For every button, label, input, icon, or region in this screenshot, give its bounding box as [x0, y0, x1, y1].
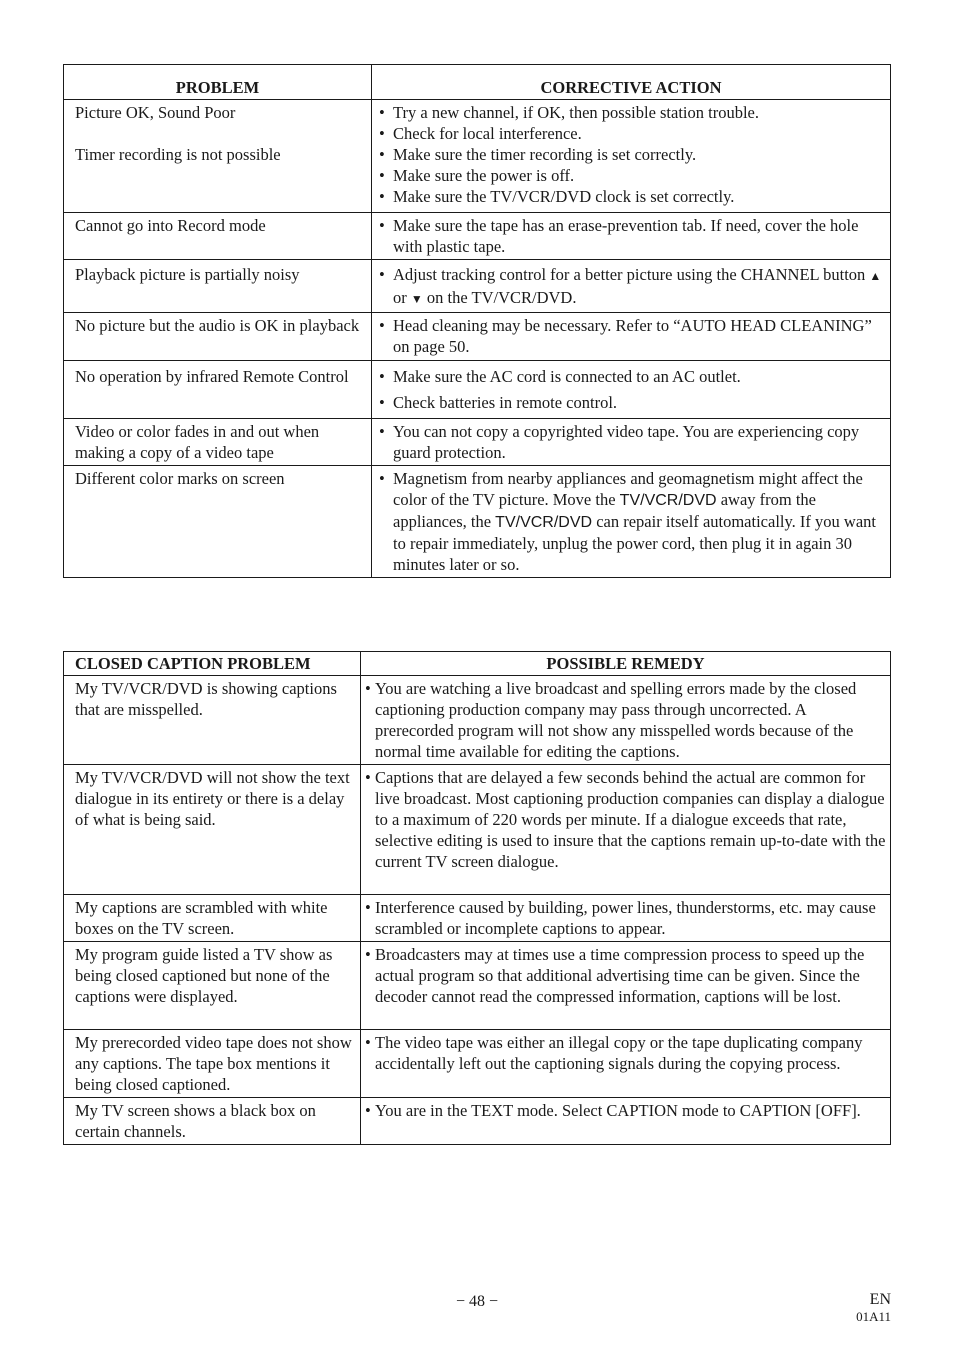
remedy-item: • Broadcasters may at times use a time compression process to speed up the actual program so that additional advertising time can be given. Since the decoder cannot read the compressed information, captions will be lost. [365, 944, 886, 1007]
table-row [64, 942, 891, 1030]
problem-cell: Video or color fades in and out when making a copy of a video tape [64, 419, 372, 466]
table-row [64, 100, 891, 213]
action-text: on the TV/VCR/DVD. [426, 288, 577, 307]
header-closed-caption-problem: CLOSED CAPTION PROBLEM [64, 652, 361, 676]
table-row [64, 895, 891, 942]
table-row [64, 765, 891, 895]
table-row [64, 361, 891, 419]
table-row [64, 466, 891, 578]
header-problem: PROBLEM [64, 65, 372, 100]
action-text: away from the appliances, the [393, 490, 816, 531]
table-row [64, 213, 891, 260]
remedy-cell [361, 676, 891, 765]
action-item: • Make sure the tape has an erase-prevention tab. If need, cover the hole with plastic tape. [379, 215, 886, 257]
action-item: • Check batteries in remote control. [379, 390, 886, 416]
problem-cell [64, 100, 372, 213]
device-name: TV/VCR/DVD [495, 514, 593, 531]
table-header-row [64, 65, 891, 100]
down-arrow-icon: ▼ [410, 292, 423, 306]
action-cell [372, 260, 891, 313]
problem-cell: My prerecorded video tape does not show any captions. The tape box mentions it being closed captioned. [64, 1030, 361, 1098]
action-text: Adjust tracking control for a better picture using the CHANNEL button [393, 265, 866, 284]
problem-cell: My TV/VCR/DVD will not show the text dialogue in its entirety or there is a delay of what is being said. [64, 765, 361, 895]
problem-text: Timer recording is not possible [75, 145, 281, 164]
remedy-cell [361, 1030, 891, 1098]
header-possible-remedy: POSSIBLE REMEDY [361, 652, 891, 676]
action-text: or [393, 288, 407, 307]
action-item [379, 264, 886, 310]
table-row [64, 1098, 891, 1145]
action-cell [372, 100, 891, 213]
action-text: Magnetism from nearby appliances and geomagnetism might affect the color of the TV picture. Move the [393, 469, 863, 509]
remedy-cell [361, 1098, 891, 1145]
remedy-item: • You are watching a live broadcast and spelling errors made by the closed captioning production company may pass through uncorrected. A prerecorded program will not show any misspelled words because of the normal time available for editing the captions. [365, 678, 886, 762]
remedy-cell [361, 895, 891, 942]
header-corrective-action: CORRECTIVE ACTION [372, 65, 891, 100]
action-cell [372, 419, 891, 466]
problem-cell: No picture but the audio is OK in playback [64, 313, 372, 361]
table-row [64, 1030, 891, 1098]
action-item: • Make sure the power is off. [379, 165, 886, 186]
action-item: • Make sure the TV/VCR/DVD clock is set correctly. [379, 186, 886, 207]
action-item: • Head cleaning may be necessary. Refer to “AUTO HEAD CLEANING” on page 50. [379, 315, 886, 357]
table-row [64, 260, 891, 313]
page-number: − 48 − [455, 1293, 499, 1310]
remedy-item: • Captions that are delayed a few seconds behind the actual are common for live broadcast. Most captioning production companies can display a dialogue to a maximum of 220 words per minute. If a dialogue exceeds that rate, selective editing is used to insure that the captions remain up-to-date with the current TV screen dialogue. [365, 767, 886, 872]
action-item: • Make sure the timer recording is set correctly. [379, 144, 886, 165]
problem-cell: My TV/VCR/DVD is showing captions that are misspelled. [64, 676, 361, 765]
action-item [379, 468, 886, 575]
table-row [64, 313, 891, 361]
action-item: • Try a new channel, if OK, then possible station trouble. [379, 102, 886, 123]
troubleshooting-table [63, 64, 891, 578]
closed-caption-table [63, 651, 891, 1145]
up-arrow-icon: ▲ [869, 269, 882, 283]
action-cell [372, 313, 891, 361]
problem-text: Picture OK, Sound Poor [75, 103, 236, 122]
problem-cell: Playback picture is partially noisy [64, 260, 372, 313]
action-item: • You can not copy a copyrighted video tape. You are experiencing copy guard protection. [379, 421, 886, 463]
problem-cell: No operation by infrared Remote Control [64, 361, 372, 419]
table-row [64, 676, 891, 765]
table-header-row [64, 652, 891, 676]
problem-cell: My captions are scrambled with white boxes on the TV screen. [64, 895, 361, 942]
remedy-item: • You are in the TEXT mode. Select CAPTION mode to CAPTION [OFF]. [365, 1100, 886, 1121]
action-item: • Make sure the AC cord is connected to an AC outlet. [379, 364, 886, 390]
action-cell [372, 466, 891, 578]
table-row [64, 419, 891, 466]
remedy-cell [361, 765, 891, 895]
action-item: • Check for local interference. [379, 123, 886, 144]
remedy-item: • Interference caused by building, power lines, thunderstorms, etc. may cause scrambled or incomplete captions to appear. [365, 897, 886, 939]
remedy-cell [361, 942, 891, 1030]
problem-cell: My TV screen shows a black box on certain channels. [64, 1098, 361, 1145]
document-code: 01A11 [856, 1309, 891, 1324]
remedy-item: • The video tape was either an illegal copy or the tape duplicating company accidentally left out the captioning signals during the copying process. [365, 1032, 886, 1074]
problem-cell: My program guide listed a TV show as being closed captioned but none of the captions were displayed. [64, 942, 361, 1030]
action-cell [372, 361, 891, 419]
action-text: can repair itself automatically. If you want to repair immediately, unplug the power cord, then plug it in again 30 minutes later or so. [393, 512, 876, 574]
problem-cell: Different color marks on screen [64, 466, 372, 578]
device-name: TV/VCR/DVD [619, 492, 717, 509]
action-cell [372, 213, 891, 260]
language-code: EN [869, 1291, 891, 1308]
problem-cell: Cannot go into Record mode [64, 213, 372, 260]
